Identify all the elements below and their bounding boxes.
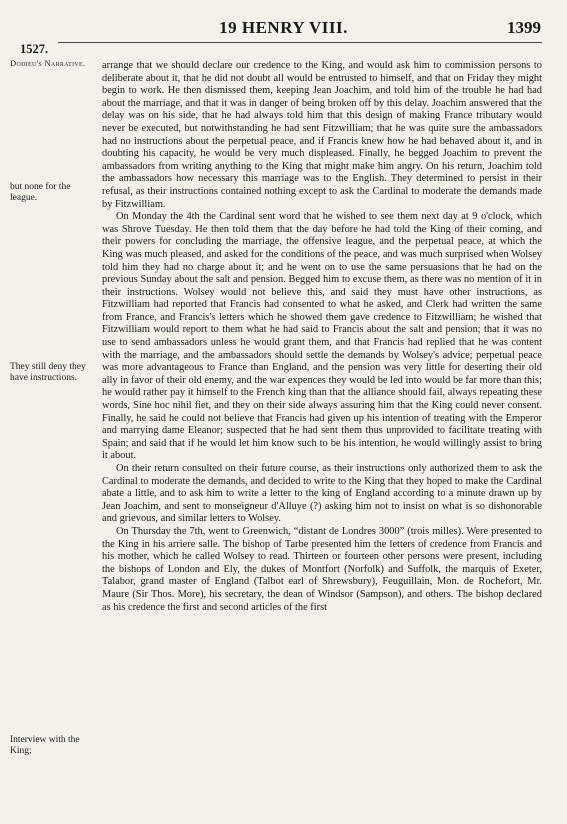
page-number: 1399 — [507, 18, 541, 37]
header-rule — [58, 42, 542, 43]
margin-narrative-label: Dodieu's Narrative. — [10, 58, 86, 68]
margin-note-league: but none for the league. — [10, 182, 71, 203]
page-header — [0, 16, 567, 40]
running-title: 19 HENRY VIII. — [219, 18, 348, 37]
body-text — [102, 60, 542, 614]
margin-note-interview: Interview with the King; — [10, 735, 80, 756]
paragraph-4: On Thursday the 7th, went to Greenwich, “distant de Londres 3000” (trois milles). Were presented to the King in his arriere salle. The bishop of Tarbe presented him the letters of credence from Francis and his mother, which he called Wolsey to read. Thirteen or fourteen other persons were present, including the bishops of London and Ely, the dukes of Montfort (Norfolk) and Suffolk, the marquis of Exeter, Talabor, grand master of England (Talbot earl of Shrewsbury), Feuguillain, Mon. de Rochefort, Mr. Maure (Sir Thos. More), his secretary, the dean of Windsor (Sampson), and others. The bishop declared as his credence the first and second articles of the first — [102, 525, 542, 613]
paragraph-2: On Monday the 4th the Cardinal sent word that he wished to see them next day at 9 o'clock, which was Shrove Tuesday. He then told them that the day before he had told the King of their coming, and their powers for concluding the marriage, the offensive league, and the perpetual peace, at which the King was much pleased, and asked for the conditions of the peace, and was much surprised when Wolsey told him they had no charge about it; and he went on to use the same persuasions that he had on the previous Sunday about the salt and pension. Begged him to excuse them, as there was no mention of it in their instructions. Wolsey would not believe this, and said they must have other instructions, as Fitzwilliam had reported that Francis had consented to what he asked, and Clerk had written the same from France, and Francis's letters which he showed them gave credence to Fitzwilliam; he wished that Fitzwilliam would report to them what he had said to Francis about the salt and pension; that it was no use to send ambassadors unless he would grant them, and that Francis had replied that he was content with the marriage, and the ambassadors should settle the demands by Wolsey's advice; perpetual peace was more advantageous to France than England, and the pension was very little for deserting their old ally in favor of their old enemy, and the war expences they would be led into would be far more than this; he would rather pay it himself to the French king than that the alliance should fail, always repeating these words, Sine hoc nihil fiet, and they on their side always assuring him that the King could never consent. Finally, he said he could not believe that Francis had given up his intention of treating with the Emperor and marrying dame Eleanor; suspected that he had sent them thus unprovided to facilitate treating with Spain; and said that if he would let him know such to be his intention, he would willingly assist to bring it about. — [102, 211, 542, 462]
paragraph-1: arrange that we should declare our credence to the King, and would ask him to commission persons to deliberate about it, that he did not doubt all would be entrusted to himself, and that on Friday they might begin to work. He then dismissed them, keeping Jean Joachim, and told him of the trouble he had had about the marriage, and that it was in danger of being broken off by this delay. Joachim answered that the delay was on his side, that he had always told him that this design of making France tributary would never be executed, but notwithstanding he had sent Fitzwilliam; that he was quite sure the ambassadors had no instructions about the perpetual peace, and if Francis knew how he had behaved about it, and in doubting his capacity, he would be very much displeased. Finally, he begged Joachim to prevent the ambassadors from writing anything to the King that might make him angry. On his return, Joachim told the ambassadors how necessary this marriage was to the English. They determined to persist in their refusal, as their instructions contained nothing except to ask the Cardinal to moderate the demands made by Fitzwilliam. — [102, 60, 542, 210]
paragraph-3: On their return consulted on their future course, as their instructions only authorized them to ask the Cardinal to moderate the demands, and decided to write to the King that they hoped to make the Cardinal abate a little, and to ask him to write a letter to the king of England according to a minute drawn up by Jean Joachim, and sent to monseigneur d'Alluye (?) asking him not to insist on what is so dishonorable and grievous, and similar letters to Wolsey. — [102, 463, 542, 525]
margin-note-instructions: They still deny they have instructions. — [10, 362, 86, 383]
margin-year: 1527. — [20, 42, 49, 56]
